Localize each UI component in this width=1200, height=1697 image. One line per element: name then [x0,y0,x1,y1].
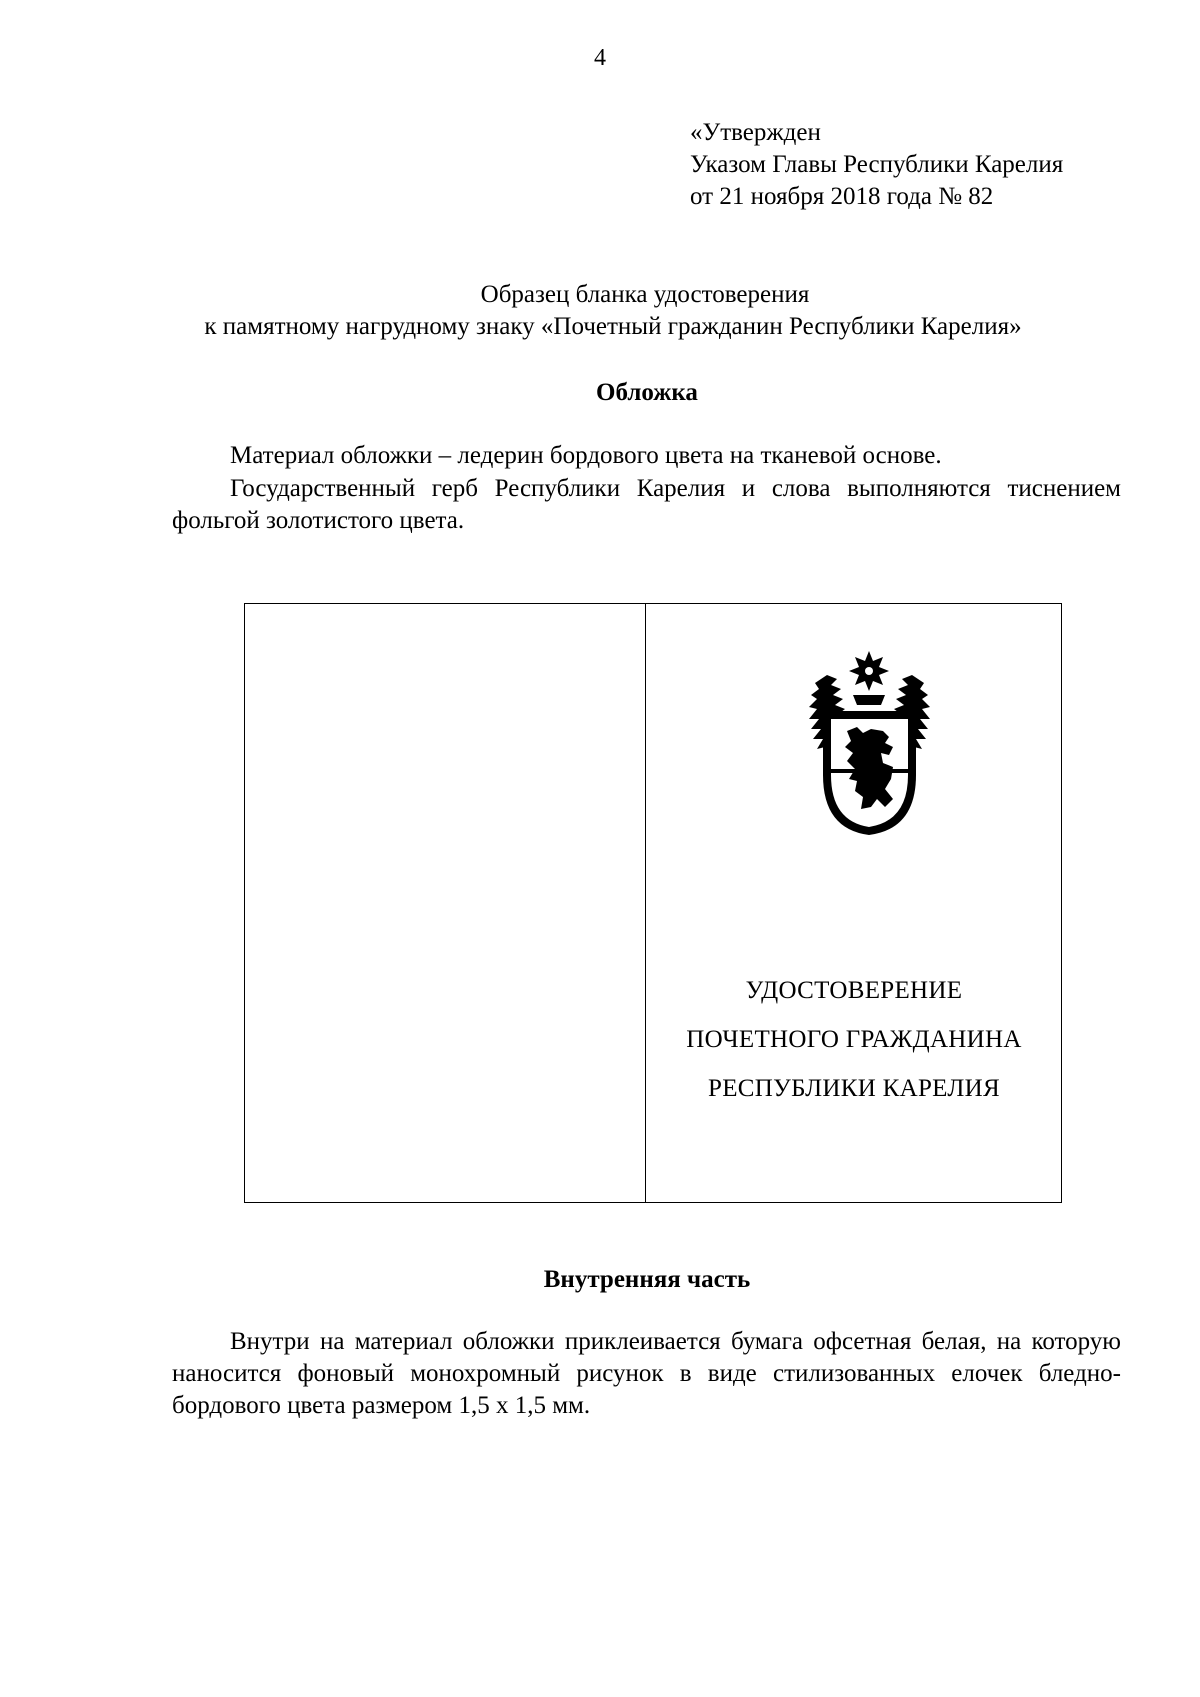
document-title-line-2: к памятному нагрудному знаку «Почетный гражданин Республики Карелия» [204,313,1022,340]
inner-part-paragraph: Внутри на материал обложки приклеивается бумага офсетная белая, на которую наносится фоновый монохромный рисунок в виде стилизованных елочек бледно-бордового цвета размером 1,5 х 1,5 мм. [172,1328,1121,1419]
approval-line-3: от 21 ноября 2018 года № 82 [690,183,994,210]
cover-emblem-paragraph: Государственный герб Республики Карелия и слова выполняются тиснением фольгой золотистого цвета. [172,475,1121,534]
cover-fold-line [645,603,646,1203]
page-number: 4 [594,45,606,71]
approval-line-2: Указом Главы Республики Карелия [690,151,1064,178]
inner-part-heading: Внутренняя часть [543,1266,751,1293]
cover-title-line-1: УДОСТОВЕРЕНИЕ [745,977,963,1004]
cover-title-line-3: РЕСПУБЛИКИ КАРЕЛИЯ [708,1075,1000,1102]
cover-heading: Обложка [596,379,698,406]
document-title-line-1: Образец бланка удостоверения [480,281,810,308]
approval-block [690,117,1063,213]
cover-title [647,966,1061,1113]
cover-title-line-2: ПОЧЕТНОГО ГРАЖДАНИНА [686,1026,1022,1053]
approval-line-1: «Утвержден [690,119,821,146]
karelia-coat-of-arms-icon [797,649,942,839]
document-title [170,279,1120,343]
cover-material-paragraph: Материал обложки – ледерин бордового цвета на тканевой основе. [230,442,942,469]
